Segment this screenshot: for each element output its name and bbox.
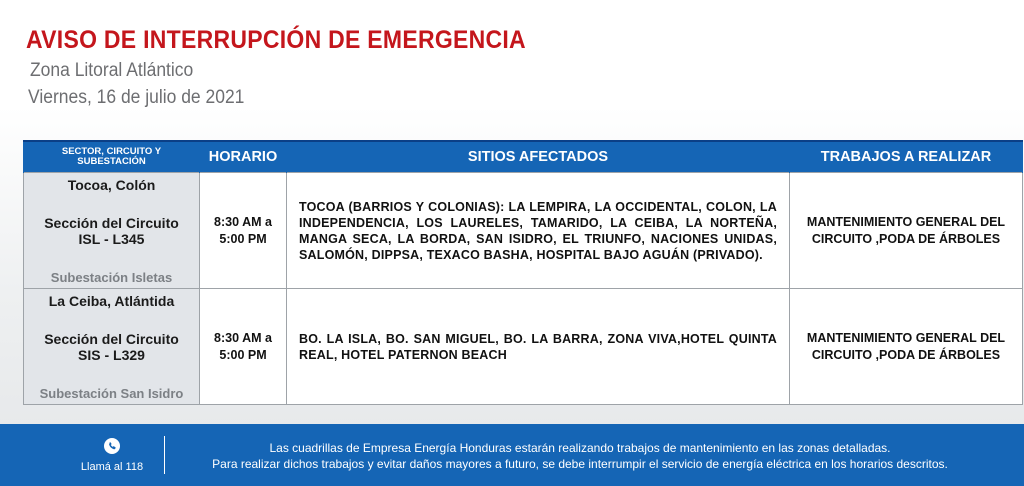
affected-sites: BO. LA ISLA, BO. SAN MIGUEL, BO. LA BARRA, ZONA VIVA,HOTEL QUINTA REAL, HOTEL PATERNON BEACH bbox=[287, 289, 790, 405]
outage-table bbox=[23, 140, 1023, 405]
footer-banner bbox=[0, 424, 1024, 486]
footer-divider bbox=[164, 436, 165, 474]
phone-icon bbox=[104, 438, 120, 454]
time-end: 5:00 PM bbox=[219, 347, 267, 362]
table-header-row bbox=[24, 141, 1023, 173]
work-description: MANTENIMIENTO GENERAL DEL CIRCUITO ,PODA DE ÁRBOLES bbox=[790, 173, 1023, 289]
time-end: 5:00 PM bbox=[219, 231, 267, 246]
sector-cell bbox=[24, 289, 200, 405]
time-start: 8:30 AM a bbox=[214, 214, 272, 229]
column-header-sitios: SITIOS AFECTADOS bbox=[287, 141, 790, 173]
substation-name: Subestación Isletas bbox=[50, 269, 173, 285]
sector-cell bbox=[24, 173, 200, 289]
footer-line-2: Para realizar dichos trabajos y evitar daños mayores a futuro, se debe interrumpir el servicio de energía eléctrica en los horarios descritos. bbox=[212, 457, 948, 471]
phone-label: Llamá al 118 bbox=[80, 461, 144, 473]
column-header-sector: SECTOR, CIRCUITO Y SUBESTACIÓN bbox=[24, 141, 200, 173]
circuit-label: Sección del Circuito bbox=[44, 215, 179, 231]
table-row bbox=[24, 173, 1023, 289]
circuit-label: Sección del Circuito bbox=[44, 331, 179, 347]
sector-place: Tocoa, Colón bbox=[67, 176, 156, 193]
column-header-trabajos: TRABAJOS A REALIZAR bbox=[790, 141, 1023, 173]
circuit-info bbox=[30, 331, 193, 363]
schedule-cell bbox=[200, 289, 287, 405]
zone-name: Zona Litoral Atlántico bbox=[30, 60, 194, 81]
page-title: AVISO DE INTERRUPCIÓN DE EMERGENCIA bbox=[26, 26, 526, 54]
footer-line-1: Las cuadrillas de Empresa Energía Honduras estarán realizando trabajos de mantenimiento en las zonas detalladas. bbox=[269, 441, 891, 455]
footer-message bbox=[175, 440, 985, 472]
substation-name: Subestación San Isidro bbox=[39, 385, 184, 401]
notice-date: Viernes, 16 de julio de 2021 bbox=[28, 87, 245, 108]
time-start: 8:30 AM a bbox=[214, 330, 272, 345]
circuit-code: SIS - L329 bbox=[78, 347, 145, 363]
table-row bbox=[24, 289, 1023, 405]
circuit-info bbox=[30, 215, 193, 247]
sector-place: La Ceiba, Atlántida bbox=[48, 292, 175, 309]
affected-sites: TOCOA (BARRIOS Y COLONIAS): LA LEMPIRA, LA OCCIDENTAL, COLON, LA INDEPENDENCIA, LOS LAURELES, TAMARIDO, LA CEIBA, LA NORTEÑA, MANGA SECA, LA BORDA, SAN ISIDRO, EL TRIUNFO, NACIONES UNIDAS, SALOMÓN, DIPPSA, TEXACO BASHA, HOSPITAL BAJO AGUÁN (PRIVADO). bbox=[287, 173, 790, 289]
circuit-code: ISL - L345 bbox=[78, 231, 145, 247]
schedule-cell bbox=[200, 173, 287, 289]
work-description: MANTENIMIENTO GENERAL DEL CIRCUITO ,PODA DE ÁRBOLES bbox=[790, 289, 1023, 405]
column-header-horario: HORARIO bbox=[200, 141, 287, 173]
